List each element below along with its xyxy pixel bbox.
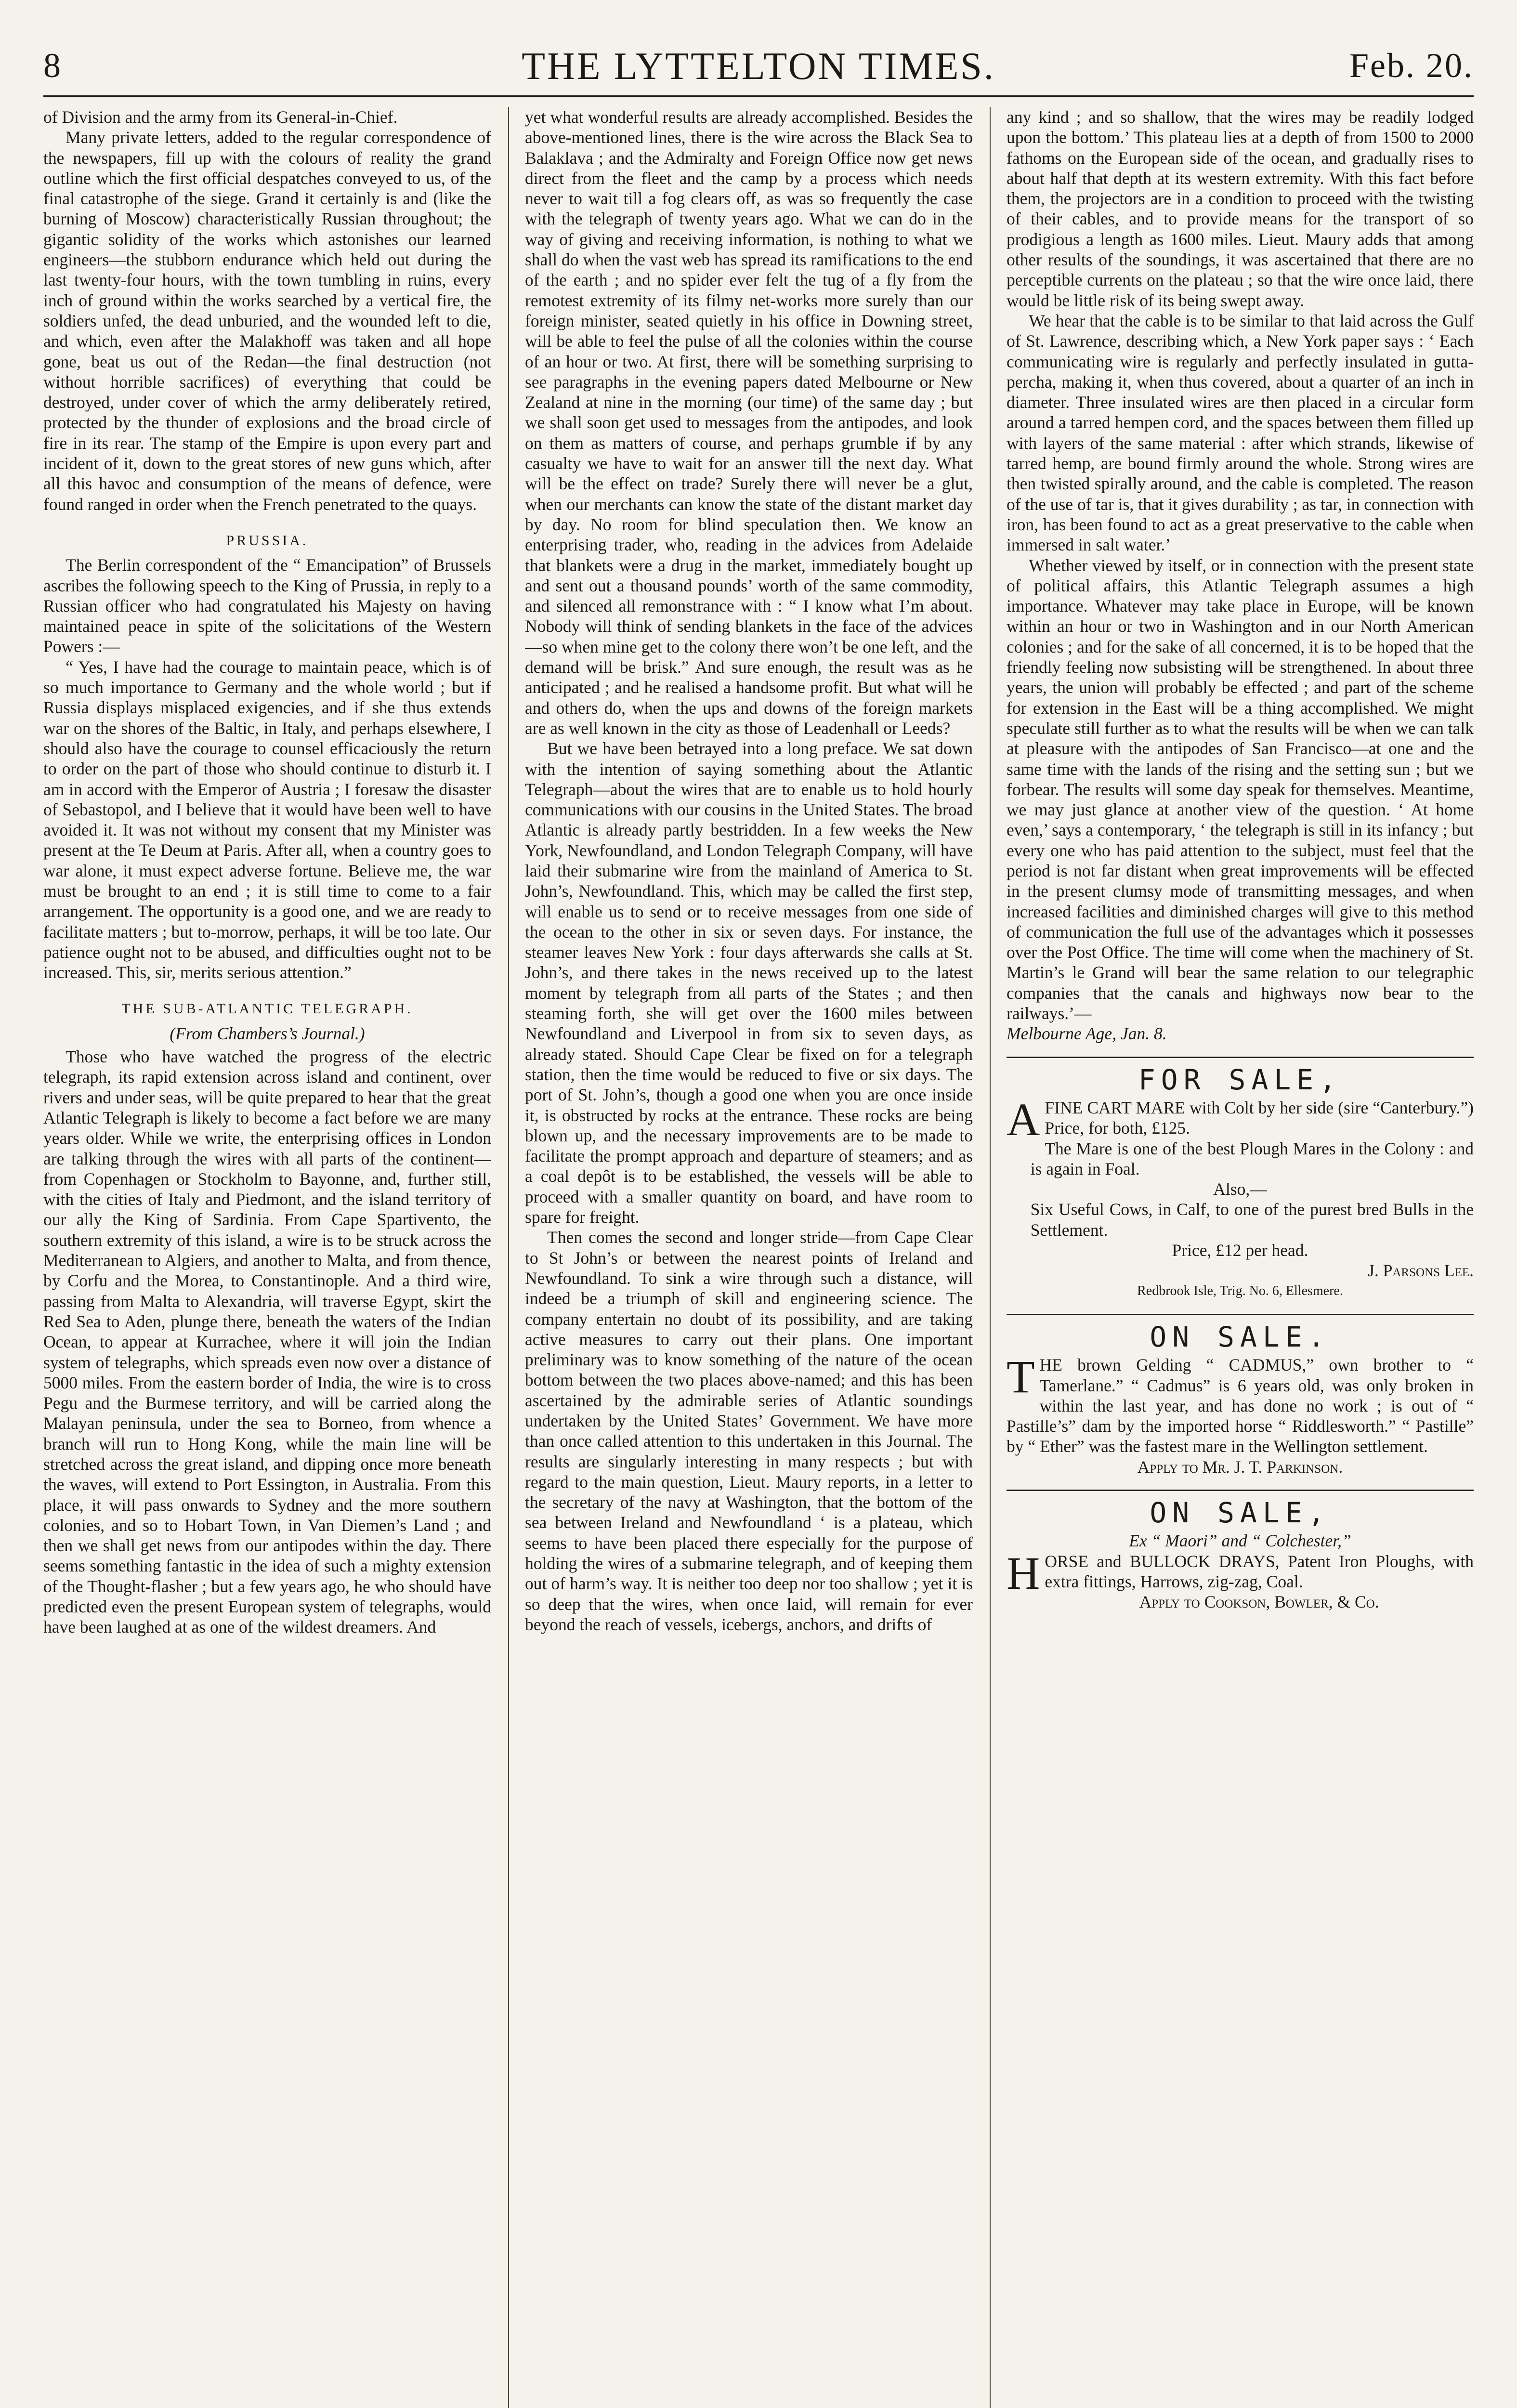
advertisement-on-sale-drays	[1007, 1490, 1474, 1612]
article-paragraph: yet what wonderful results are already accomplished. Besides the above-mentioned lines, there is the wire across the Black Sea to Balaklava ; and the Admiralty and Foreign Office now get news direct from the fleet and the camp by a process which needs never to wait till a fog clears off, as was so frequently the case with the telegraph of twenty years ago. What we can do in the way of giving and receiving information, is nothing to what we shall do when the vast web has spread its ramifications to the end of the earth ; and no spider ever felt the tug of a fly from the remotest extremity of its filmy net-works more surely than our foreign minister, seated quietly in his office in Downing street, will be able to feel the pulse of all the colonies within the course of an hour or two. At first, there will be something surprising to see paragraphs in the evening papers dated Melbourne or New Zealand at nine in the morning (our time) of the same day ; but we shall soon get used to messages from the antipodes, and look on them as matters of course, and perhaps grumble if by any casualty we have to wait for an answer till the next day. What will be the effect on trade? Surely there will never be a glut, when our merchants can know the state of the distant market day by day. No room for blind speculation then. We know an enterprising trader, who, reading in the advices from Adelaide that blankets were a drug in the market, immediately bought up and sent out a thousand pounds’ worth of the same commodity, and silenced all remonstrance with : “ I know what I’m about. Nobody will think of sending blankets in the face of the advices—so when mine get to the colony there won’t be one left, and the demand will be brisk.” And sure enough, the result was as he anticipated ; and he realised a handsome profit. But what will he and others do, when the ups and downs of the foreign markets are as well known in the city as those of Leadenhall or Leeds?	[525, 107, 973, 738]
column-3	[1007, 107, 1474, 2408]
ad-text: Also,—	[1213, 1179, 1267, 1199]
masthead	[43, 41, 1474, 89]
ad-text: The Mare is one of the best Plough Mares in the Colony : and is again in Foal.	[1030, 1139, 1474, 1178]
ad-address: Redbrook Isle, Trig. No. 6, Ellesmere.	[1137, 1283, 1343, 1298]
drop-cap: T	[1007, 1351, 1035, 1403]
article-paragraph: Then comes the second and longer stride—from Cape Clear to St John’s or between the nearest points of Ireland and Newfoundland. To sink a wire through such a distance, will indeed be a triumph of skill and engineering science. The company entertain no doubt of its possibility, and are taking active measures to carry out their plans. One important preliminary was to know something of the nature of the ocean bottom between the two places above-named; and this has been ascertained by the admirable series of Atlantic soundings undertaken by the United States’ Government. We have more than once called attention to this undertaken in this Journal. The results are singularly interesting in many respects ; but with regard to the main question, Lieut. Maury reports, in a letter to the secretary of the navy at Washington, that the bottom of the sea between Ireland and Newfoundland ‘ is a plateau, which seems to have been placed there especially for the purpose of holding the wires of a submarine telegraph, and of keeping them out of harm’s way. It is neither too deep nor too shallow ; yet it is so deep that the wires, when once laid, will remain for ever beyond the reach of vessels, icebergs, anchors, and drifts of	[525, 1228, 973, 1634]
section-heading-prussia: PRUSSIA.	[226, 532, 309, 549]
article-paragraph: Whether viewed by itself, or in connection with the present state of political affairs, this Atlantic Telegraph assumes a high importance. Whatever may take place in Europe, will be known within an hour or two in Washington and in our North American colonies ; and for the sake of all concerned, it is to be hoped that the friendly feeling now subsisting will be strengthened. In about three years, the union will probably be effected ; and part of the scheme for extension in the East will be a thing accomplished. We might speculate still further as to what the results will be when we can talk at pleasure with the antipodes of San Francisco—at one and the same time with the lands of the rising and the setting sun ; but we forbear. The results will some day speak for themselves. Meantime, we may just glance at another view of the question. ‘ At home even,’ says a contemporary, ‘ the telegraph is still in its infancy ; but every one who has paid attention to the subject, must feel that the period is not far distant when great improvements will be effected in the present clumsy mode of transmitting messages, and when increased facilities and diminished charges will give to this method of communication the full use of the advantages which it possesses over the Post Office. The time will come when the machinery of St. Martin’s le Grand will bear the same relation to our telegraphic companies that the canals and highways now bear to the railways.’—	[1007, 555, 1474, 1023]
masthead-rule	[43, 95, 1474, 97]
ad-heading: ON SALE.	[1150, 1320, 1331, 1353]
article-source: (From Chambers’s Journal.)	[170, 1023, 365, 1043]
drop-cap: A	[1007, 1093, 1040, 1145]
ad-price: Price, £12 per head.	[1172, 1241, 1308, 1260]
ad-text: Six Useful Cows, in Calf, to one of the purest bred Bulls in the Settlement.	[1030, 1200, 1474, 1240]
article-paragraph: Those who have watched the progress of the electric telegraph, its rapid extension across island and continent, over rivers and under seas, will be quite prepared to hear that the great Atlantic Telegraph is likely to become a fact before we are many years older. While we write, the enterprising offices in London are talking through the wires with all parts of the continent—from Copenhagen or Stockholm to Bayonne, and, further still, with the cities of Italy and Piedmont, and the island territory of our ally the King of Sardinia. From Cape Spartivento, the southern extremity of this island, a wire is to be struck across the Mediterranean to Algiers, and another to Malta, and from thence, by Corfu and the Morea, to Constantinople. And a third wire, passing from Malta to Alexandria, will traverse Egypt, skirt the Red Sea to Aden, plunge there, beneath the waters of the Indian Ocean, to appear at Kurrachee, where it will join the Indian system of telegraphs, which spreads even now over a distance of 5000 miles. From the eastern border of India, the wire is to cross Pegu and the Burmese territory, and will be carried along the Malayan peninsula, under the sea to Borneo, from whence a branch will run to Hong Kong, while the main line will be stretched across the great island, and dipping once more beneath the waves, will extend to Port Essington, in Australia. From this place, it will pass onwards to Sydney and the more southern colonies, and so to Hobart Town, in Van Diemen’s Land ; and then we shall get news from our antipodes within the day. There seems something fantastic in the idea of such a mighty extension of the Thought-flasher ; but a few years ago, he who should have predicted even the present European system of telegraphs, would have been laughed at as one of the wildest dreamers. And	[43, 1047, 491, 1637]
article-paragraph: We hear that the cable is to be similar to that laid across the Gulf of St. Lawrence, describing which, a New York paper says : ‘ Each communicating wire is regularly and perfectly insulated in gutta-percha, making it, when thus covered, about a quarter of an inch in diameter. Three insulated wires are then placed in a circular form around a tarred hempen cord, and the spaces between them filled up with layers of the same material : after which strands, likewise of tarred hemp, are bound firmly around the whole. Strong wires are then twisted spirally around, and the cable is completed. The reason of the use of tar is, that it gives durability ; as tar, in connection with iron, has been found to act as a great preservative to the cable when immersed in salt water.’	[1007, 311, 1474, 555]
advertisement-on-sale-cadmus	[1007, 1314, 1474, 1477]
ad-text: FINE CART MARE with Colt by her side (sire “Canterbury.”) Price, for both, £125.	[1045, 1098, 1474, 1138]
article-paragraph: The Berlin correspondent of the “ Emancipation” of Brussels ascribes the following speech to the King of Prussia, in reply to a Russian officer who had congratulated his Majesty on having maintained peace in spite of the solicitations of the Western Powers :—	[43, 555, 491, 656]
section-heading-telegraph: THE SUB-ATLANTIC TELEGRAPH.	[121, 1001, 413, 1017]
ad-apply: Apply to Mr. J. T. Parkinson.	[1137, 1457, 1343, 1477]
drop-cap: H	[1007, 1547, 1040, 1599]
article-paragraph: any kind ; and so shallow, that the wires may be readily lodged upon the bottom.’ This plateau lies at a depth of from 1500 to 2000 fathoms on the European side of the ocean, and gradually rises to about half that depth at its western extremity. With this fact before them, the projectors are in a condition to proceed with the twisting of their cables, and to provide means for the transport of so prodigious a length as 1600 miles. Lieut. Maury adds that among other results of the soundings, it was ascertained that there are no perceptible currents on the plateau ; so that the wire once laid, there would be little risk of its being swept away.	[1007, 107, 1474, 310]
article-paragraph: “ Yes, I have had the courage to maintain peace, which is of so much importance to Germany and the whole world ; but if Russia displays misplaced exigencies, and if she thus extends war on the shores of the Baltic, in Italy, and perhaps elsewhere, I should also have the courage to counsel efficaciously the return to order on the part of those who should continue to disturb it. I am in accord with the Emperor of Austria ; I foresaw the disaster of Sebastopol, and I believe that it would have been well to have avoided it. It was not without my consent that my Minister was present at the Te Deum at Paris. After all, when a country goes to war alone, it must expect adverse fortune. Believe me, the war must be brought to an end ; it is still time to come to a fair arrangement. The opportunity is a good one, and we are ready to facilitate matters ; but to-morrow, perhaps, it will be too late. Our patience ought not to be abused, and difficulties ought not to be increased. This, sir, merits serious attention.”	[43, 657, 491, 982]
newspaper-title: THE LYTTELTON TIMES.	[522, 45, 995, 88]
column-1	[43, 107, 491, 2408]
article-paragraph: Many private letters, added to the regular correspondence of the newspapers, fill up with the colours of reality the grand outline which the first official despatches conveyed to us, of the final catastrophe of the siege. Grand it certainly is and (like the burning of Moscow) characteristically Russian throughout; the gigantic solidity of the works which astonishes our learned engineers—the stubborn endurance which held out during the last twenty-four hours, with the town tumbling in ruins, every inch of ground within the works searched by a vertical fire, the soldiers unfed, the dead unburied, and the wounded left to die, and which, even after the Malakhoff was taken and all hope gone, beat us out of the Redan—the final destruction (not without horrible sacrifices) of everything that could be destroyed, under cover of which the army deliberately retired, protected by the thunder of explosions and the broad circle of fire in its rear. The stamp of the Empire is upon every part and incident of it, down to the great stores of new guns which, after all this havoc and consumption of the means of defence, were found ranged in order when the French penetrated to the quays.	[43, 128, 491, 514]
ad-ex: Ex “ Maori” and “ Colchester,”	[1129, 1531, 1351, 1551]
ad-signer: J. Parsons Lee.	[1368, 1261, 1474, 1281]
ad-heading: FOR SALE,	[1138, 1063, 1342, 1096]
column-divider	[508, 107, 509, 2408]
ad-heading: ON SALE,	[1150, 1496, 1331, 1529]
article-paragraph: of Division and the army from its General-in-Chief.	[43, 107, 398, 127]
ad-text: HE brown Gelding “ CADMUS,” own brother to “ Tamerlane.” “ Cadmus” is 6 years old, was only broken in within the last year, and has done no work ; is out of “ Pastille’s” dam by the imported horse “ Riddlesworth.” “ Pastille” by “ Ether” was the fastest mare in the Wellington settlement.	[1007, 1355, 1474, 1456]
ad-text: ORSE and BULLOCK DRAYS, Patent Iron Ploughs, with extra fittings, Harrows, zig-zag, Coal.	[1045, 1551, 1474, 1591]
article-source: Melbourne Age, Jan. 8.	[1007, 1024, 1167, 1044]
ad-apply: Apply to Cookson, Bowler, & Co.	[1139, 1592, 1379, 1612]
article-paragraph: But we have been betrayed into a long preface. We sat down with the intention of saying something about the Atlantic Telegraph—about the wires that are to enable us to hold hourly communications with our cousins in the United States. The broad Atlantic is already partly bestridden. In a few weeks the New York, Newfoundland, and London Telegraph Company, will have laid their submarine wire from the mainland of America to St. John’s, Newfoundland. This, which may be called the first step, will enable us to send or to receive messages from one side of the ocean to the other in six or seven days. For instance, the steamer leaves New York : four days afterwards she calls at St. John’s, and there takes in the news received up to the latest moment by telegraph from all parts of the States ; and then steaming forth, she will get over the 1600 miles between Newfoundland and Liverpool in from six to seven days, as already stated. Should Cape Clear be fixed on for a telegraph station, then the time would be reduced to five or six days. The port of St. John’s, though a good one when you are once inside it, is obstructed by rocks at the entrance. These rocks are being blown up, and the necessary improvements are to be made to facilitate the prompt approach and departure of steamers; and as a coal depôt is to be established, the vessels will be able to proceed with a smaller quantity on board, and have room to spare for freight.	[525, 739, 973, 1227]
column-divider	[990, 107, 991, 2408]
page-number: 8	[43, 46, 61, 85]
advertisement-for-sale	[1007, 1057, 1474, 1301]
issue-date: Feb. 20.	[1349, 46, 1474, 85]
column-2	[525, 107, 973, 2408]
